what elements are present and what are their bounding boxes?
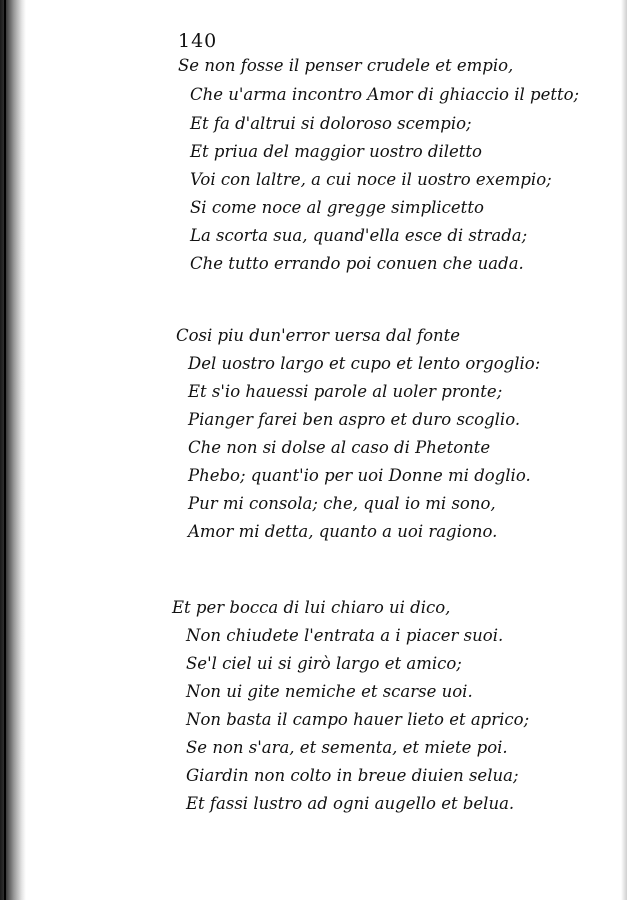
verse-line: Pur mi consola; che, qual io mi sono,: [188, 494, 496, 513]
verse-line: Che tutto errando poi conuen che uada.: [190, 254, 524, 273]
verse-line: Pianger farei ben aspro et duro scoglio.: [188, 410, 521, 429]
binding-edge-line: [4, 0, 6, 900]
verse-line: Et fassi lustro ad ogni augello et belua.: [186, 794, 515, 813]
verse-line: Et per bocca di lui chiaro ui dico,: [172, 598, 451, 617]
verse-line: Si come noce al gregge simplicetto: [190, 198, 484, 217]
verse-line: Et s'io hauessi parole al uoler pronte;: [188, 382, 503, 401]
verse-line: Che non si dolse al caso di Phetonte: [188, 438, 491, 457]
page-right-edge: [621, 0, 627, 900]
verse-line: Se non s'ara, et sementa, et miete poi.: [186, 738, 508, 757]
verse-line: Voi con laltre, a cui noce il uostro exempio;: [190, 170, 552, 189]
verse-line: Se'l ciel ui si girò largo et amico;: [186, 654, 462, 673]
verse-line: Se non fosse il penser crudele et empio,: [178, 56, 514, 75]
verse-line: Cosi piu dun'error uersa dal fonte: [176, 326, 461, 345]
page-number: 140: [178, 30, 218, 52]
verse-line: Et priua del maggior uostro diletto: [190, 142, 482, 161]
verse-line: Non basta il campo hauer lieto et aprico;: [186, 710, 530, 729]
verse-line: Non ui gite nemiche et scarse uoi.: [186, 682, 473, 701]
verse-line: Non chiudete l'entrata a i piacer suoi.: [186, 626, 504, 645]
verse-line: Del uostro largo et cupo et lento orgoglio:: [188, 354, 541, 373]
verse-line: Et fa d'altrui si doloroso scempio;: [190, 114, 472, 133]
verse-line: Giardin non colto in breue diuien selua;: [186, 766, 519, 785]
verse-line: Che u'arma incontro Amor di ghiaccio il petto;: [190, 85, 580, 104]
verse-line: La scorta sua, quand'ella esce di strada;: [190, 226, 528, 245]
verse-line: Phebo; quant'io per uoi Donne mi doglio.: [188, 466, 531, 485]
verse-line: Amor mi detta, quanto a uoi ragiono.: [188, 522, 498, 541]
